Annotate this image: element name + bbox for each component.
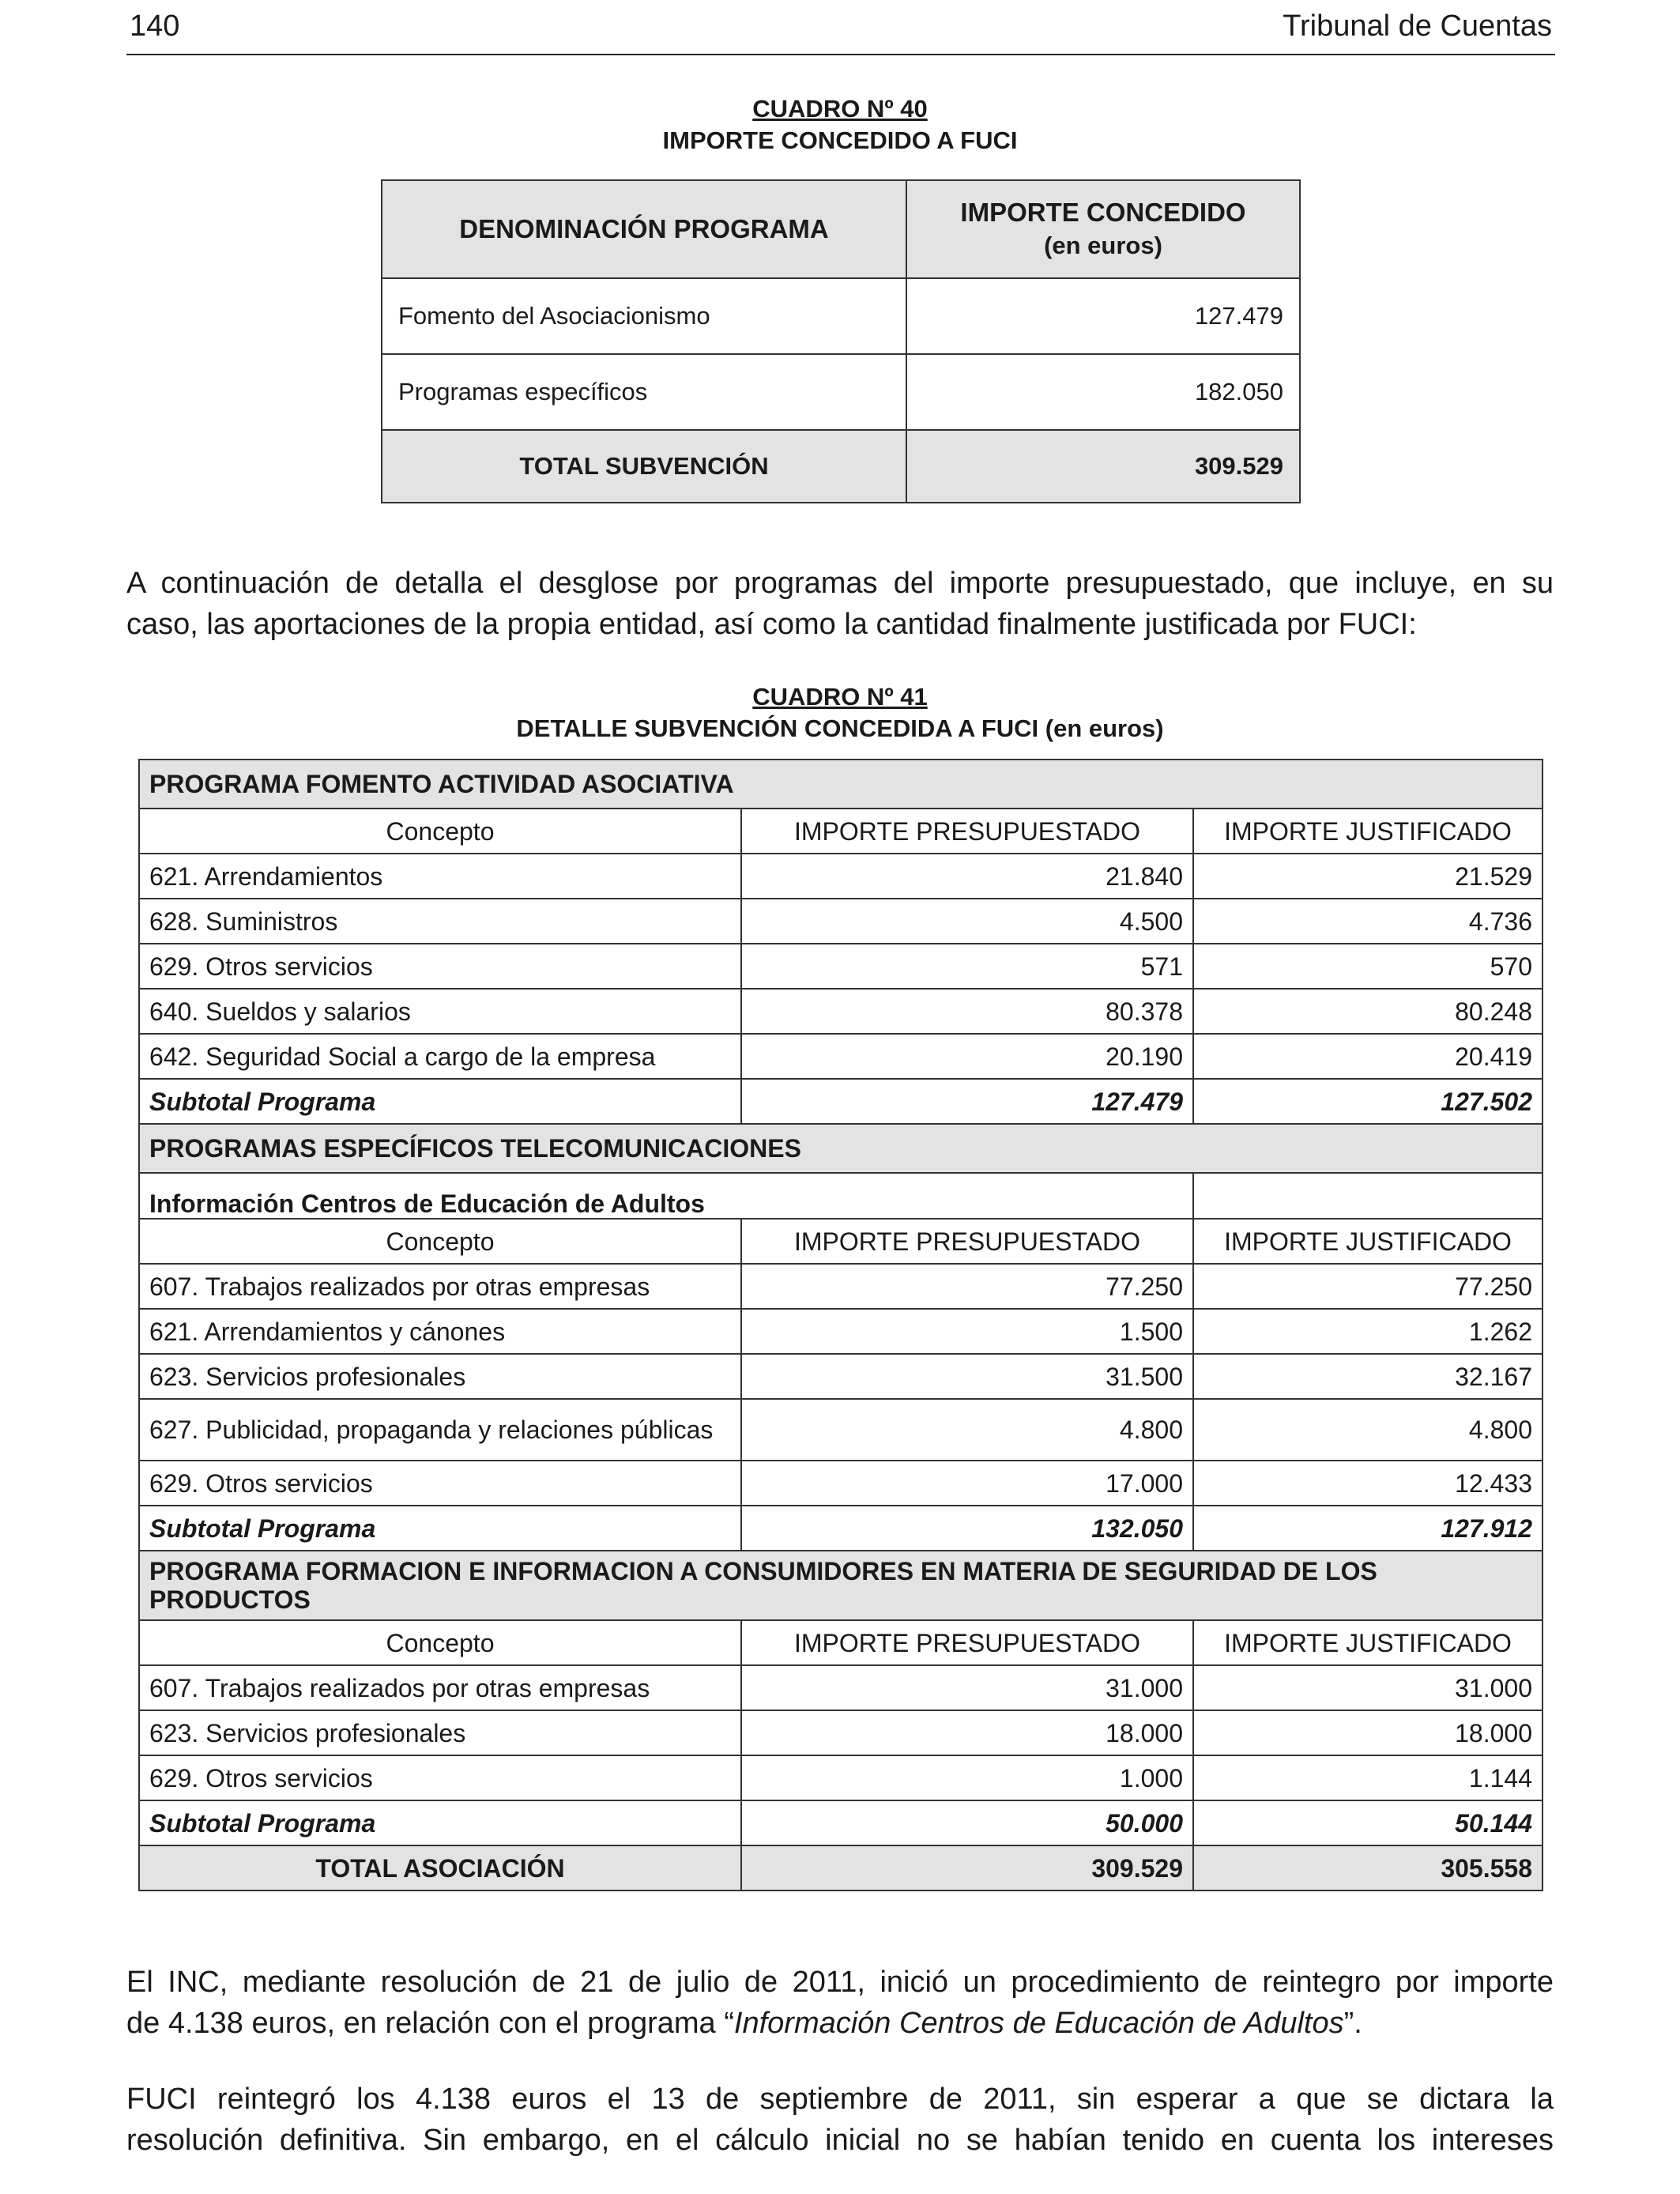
paragraph-intro [126, 563, 1554, 645]
paragraph-line: FUCI reintegró los 4.138 euros el 13 de septiembre de 2011, sin esperar a que se dictara la [126, 2083, 1554, 2116]
presupuestado-cell: 31.000 [741, 1665, 1193, 1710]
program-amount: 127.479 [906, 278, 1300, 354]
justificado-cell: 21.529 [1193, 854, 1543, 899]
subtotal-row [139, 1800, 1543, 1845]
column-header-importe-line2: (en euros) [1044, 232, 1162, 259]
justificado-cell: 20.419 [1193, 1034, 1543, 1079]
cuadro41-title [0, 713, 1680, 745]
justificado-cell: 80.248 [1193, 989, 1543, 1034]
subtotal-presupuestado: 132.050 [741, 1506, 1193, 1551]
column-header-row [139, 809, 1543, 854]
concepto-cell: 607. Trabajos realizados por otras empresas [139, 1264, 741, 1309]
section-header [139, 760, 1543, 809]
justificado-cell: 570 [1193, 944, 1543, 989]
subtotal-justificado: 127.502 [1193, 1079, 1543, 1124]
paragraph-line: caso, las aportaciones de la propia entidad, así como la cantidad finalmente justificada por FUCI: [126, 608, 1417, 641]
paragraph-line: A continuación de detalla el desglose por programas del importe presupuestado, que incluye, en su [126, 567, 1554, 600]
table-row [139, 944, 1543, 989]
table-row [139, 1354, 1543, 1399]
presupuestado-cell: 17.000 [741, 1461, 1193, 1506]
justificado-cell: 32.167 [1193, 1354, 1543, 1399]
concepto-cell: 623. Servicios profesionales [139, 1354, 741, 1399]
table-row [139, 854, 1543, 899]
column-header-justificado: IMPORTE JUSTIFICADO [1193, 1620, 1543, 1665]
total-row [382, 430, 1300, 503]
paragraph-line: El INC, mediante resolución de 21 de julio de 2011, inició un procedimiento de reintegro por importe [126, 1966, 1554, 1999]
concepto-cell: 627. Publicidad, propaganda y relaciones públicas [139, 1399, 741, 1461]
total-amount: 309.529 [906, 430, 1300, 503]
section-header [139, 1551, 1543, 1620]
column-header-importe [906, 180, 1300, 278]
table-row [382, 354, 1300, 430]
publisher-name: Tribunal de Cuentas [1283, 9, 1552, 43]
concepto-cell: 629. Otros servicios [139, 944, 741, 989]
subtotal-presupuestado: 127.479 [741, 1079, 1193, 1124]
text-span: de 4.138 euros, en relación con el programa “ [126, 2007, 734, 2040]
program-name: Programas específicos [382, 354, 906, 430]
program-name: Fomento del Asociacionismo [382, 278, 906, 354]
paragraph-line: resolución definitiva. Sin embargo, en el cálculo inicial no se habían tenido en cuenta los intereses [126, 2124, 1554, 2157]
program-name-italic: Información Centros de Educación de Adultos [733, 2007, 1344, 2040]
cuadro40-caption [0, 93, 1680, 156]
table-row [382, 278, 1300, 354]
section-title: PROGRAMAS ESPECÍFICOS TELECOMUNICACIONES [139, 1124, 1543, 1173]
total-justificado: 305.558 [1193, 1845, 1543, 1891]
concepto-cell: 629. Otros servicios [139, 1755, 741, 1800]
concepto-cell: 623. Servicios profesionales [139, 1710, 741, 1755]
table-row [139, 899, 1543, 944]
presupuestado-cell: 18.000 [741, 1710, 1193, 1755]
column-header-row [139, 1219, 1543, 1264]
justificado-cell: 12.433 [1193, 1461, 1543, 1506]
table-row [139, 1710, 1543, 1755]
table-row [139, 1399, 1543, 1461]
justificado-cell: 31.000 [1193, 1665, 1543, 1710]
presupuestado-cell: 77.250 [741, 1264, 1193, 1309]
concepto-cell: 621. Arrendamientos [139, 854, 741, 899]
column-header-concepto: Concepto [139, 809, 741, 854]
empty-cell [1193, 1173, 1543, 1219]
table-row [139, 1264, 1543, 1309]
cuadro40-title: IMPORTE CONCEDIDO A FUCI [662, 126, 1018, 154]
concepto-cell: 629. Otros servicios [139, 1461, 741, 1506]
total-row [139, 1845, 1543, 1891]
column-header-concepto: Concepto [139, 1219, 741, 1264]
section-title: PROGRAMA FOMENTO ACTIVIDAD ASOCIATIVA [139, 760, 1543, 809]
column-header-concepto: Concepto [139, 1620, 741, 1665]
justificado-cell: 4.800 [1193, 1399, 1543, 1461]
table-row [139, 1755, 1543, 1800]
program-amount: 182.050 [906, 354, 1300, 430]
page-header [126, 0, 1555, 55]
subtotal-row [139, 1506, 1543, 1551]
presupuestado-cell: 31.500 [741, 1354, 1193, 1399]
column-header-presupuestado: IMPORTE PRESUPUESTADO [741, 809, 1193, 854]
cuadro40-number: CUADRO Nº 40 [752, 95, 928, 123]
presupuestado-cell: 4.500 [741, 899, 1193, 944]
cuadro41-table [138, 759, 1543, 1891]
paragraph-reintegro [126, 1962, 1554, 2044]
table-row [139, 1665, 1543, 1710]
presupuestado-cell: 571 [741, 944, 1193, 989]
cuadro40-table [381, 179, 1301, 503]
justificado-cell: 4.736 [1193, 899, 1543, 944]
presupuestado-cell: 80.378 [741, 989, 1193, 1034]
paragraph-line [126, 2003, 1554, 2044]
column-header-importe-line1: IMPORTE CONCEDIDO [960, 198, 1246, 227]
section-header [139, 1124, 1543, 1173]
subsection-title: Información Centros de Educación de Adultos [139, 1173, 1193, 1219]
column-header-justificado: IMPORTE JUSTIFICADO [1193, 809, 1543, 854]
presupuestado-cell: 20.190 [741, 1034, 1193, 1079]
cuadro41-caption [0, 681, 1680, 745]
text-span: ”. [1343, 2007, 1362, 2040]
concepto-cell: 640. Sueldos y salarios [139, 989, 741, 1034]
total-label: TOTAL ASOCIACIÓN [139, 1845, 741, 1891]
presupuestado-cell: 4.800 [741, 1399, 1193, 1461]
subtotal-presupuestado: 50.000 [741, 1800, 1193, 1845]
cuadro41-title-suffix: (en euros) [1038, 714, 1164, 742]
total-presupuestado: 309.529 [741, 1845, 1193, 1891]
justificado-cell: 1.262 [1193, 1309, 1543, 1354]
table-row [139, 1461, 1543, 1506]
page-number: 140 [130, 9, 180, 43]
paragraph-fuci [126, 2079, 1554, 2161]
column-header-presupuestado: IMPORTE PRESUPUESTADO [741, 1620, 1193, 1665]
column-header-justificado: IMPORTE JUSTIFICADO [1193, 1219, 1543, 1264]
subsection-header [139, 1173, 1543, 1219]
subtotal-label: Subtotal Programa [139, 1800, 741, 1845]
table-row [139, 989, 1543, 1034]
total-label: TOTAL SUBVENCIÓN [382, 430, 906, 503]
presupuestado-cell: 1.000 [741, 1755, 1193, 1800]
table-row [139, 1034, 1543, 1079]
justificado-cell: 77.250 [1193, 1264, 1543, 1309]
concepto-cell: 607. Trabajos realizados por otras empresas [139, 1665, 741, 1710]
column-header-denominacion: DENOMINACIÓN PROGRAMA [382, 180, 906, 278]
justificado-cell: 18.000 [1193, 1710, 1543, 1755]
presupuestado-cell: 1.500 [741, 1309, 1193, 1354]
table-row [139, 1309, 1543, 1354]
subtotal-row [139, 1079, 1543, 1124]
cuadro41-number: CUADRO Nº 41 [752, 683, 928, 711]
subtotal-justificado: 50.144 [1193, 1800, 1543, 1845]
cuadro41-title-main: DETALLE SUBVENCIÓN CONCEDIDA A FUCI [516, 714, 1039, 742]
table-header-row [382, 180, 1300, 278]
concepto-cell: 628. Suministros [139, 899, 741, 944]
subtotal-justificado: 127.912 [1193, 1506, 1543, 1551]
column-header-row [139, 1620, 1543, 1665]
subtotal-label: Subtotal Programa [139, 1506, 741, 1551]
justificado-cell: 1.144 [1193, 1755, 1543, 1800]
column-header-presupuestado: IMPORTE PRESUPUESTADO [741, 1219, 1193, 1264]
presupuestado-cell: 21.840 [741, 854, 1193, 899]
section-title: PROGRAMA FORMACION E INFORMACION A CONSUMIDORES EN MATERIA DE SEGURIDAD DE LOS PRODUCTOS [139, 1551, 1543, 1620]
concepto-cell: 642. Seguridad Social a cargo de la empresa [139, 1034, 741, 1079]
concepto-cell: 621. Arrendamientos y cánones [139, 1309, 741, 1354]
subtotal-label: Subtotal Programa [139, 1079, 741, 1124]
